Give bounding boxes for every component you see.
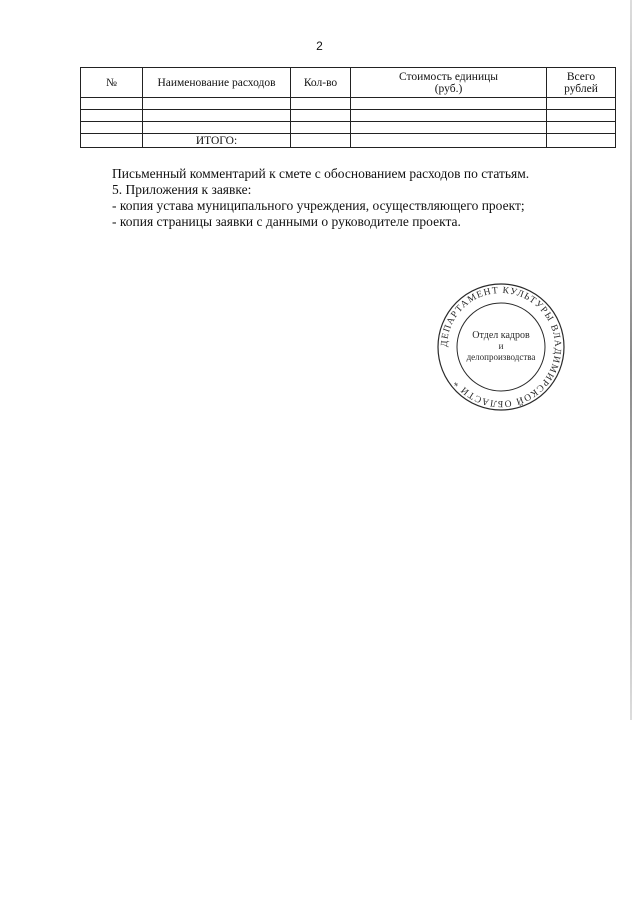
- table-cell: [291, 134, 351, 148]
- table-cell: [291, 98, 351, 110]
- page-number: 2: [316, 39, 323, 53]
- table-cell: [351, 98, 547, 110]
- table-cell: [547, 98, 616, 110]
- table-cell: [143, 98, 291, 110]
- table-row: [81, 98, 616, 110]
- budget-comment: Письменный комментарий к смете с обоснованием расходов по статьям.: [112, 166, 530, 181]
- table-cell: [291, 110, 351, 122]
- attachment-item-2: - копия страницы заявки с данными о руководителе проекта.: [112, 214, 461, 229]
- header-total: [547, 68, 616, 98]
- total-label: ИТОГО:: [143, 134, 291, 148]
- header-total-line1: Всего: [566, 70, 596, 83]
- table-cell: [351, 122, 547, 134]
- table-cell: [143, 122, 291, 134]
- official-stamp: [436, 282, 566, 412]
- stamp-line-2: и: [498, 341, 504, 351]
- header-unit-cost-line1: Стоимость единицы: [398, 70, 498, 83]
- header-unit-cost-line2: (руб.): [434, 82, 463, 95]
- table-cell: [547, 122, 616, 134]
- table-cell: [81, 122, 143, 134]
- table-header-row: [81, 68, 616, 98]
- table-cell: [547, 110, 616, 122]
- table-row: [81, 122, 616, 134]
- table-cell: [547, 134, 616, 148]
- table-row: [81, 110, 616, 122]
- header-unit-cost: [351, 68, 547, 98]
- table-total-row: [81, 134, 616, 148]
- scan-edge-line: [630, 0, 632, 720]
- table-cell: [351, 110, 547, 122]
- document-text: [112, 166, 612, 230]
- table-cell: [143, 110, 291, 122]
- table-cell: [81, 110, 143, 122]
- attachment-item-1: - копия устава муниципального учреждения, осуществляющего проект;: [112, 198, 525, 213]
- table-cell: [81, 134, 143, 148]
- stamp-line-1: Отдел кадров: [472, 330, 530, 341]
- header-expense-name: Наименование расходов: [143, 68, 291, 98]
- attachments-heading: 5. Приложения к заявке:: [112, 182, 252, 197]
- table-cell: [351, 134, 547, 148]
- stamp-line-3: делопроизводства: [466, 352, 536, 362]
- budget-table: [80, 67, 616, 148]
- stamp-ring-text: ДЕПАРТАМЕНТ КУЛЬТУРЫ ВЛАДИМИРСКОЙ ОБЛАСТИ *: [439, 285, 563, 409]
- header-quantity: Кол-во: [291, 68, 351, 98]
- header-total-line2: рублей: [564, 82, 598, 95]
- table-cell: [291, 122, 351, 134]
- table-cell: [81, 98, 143, 110]
- header-number: №: [81, 68, 143, 98]
